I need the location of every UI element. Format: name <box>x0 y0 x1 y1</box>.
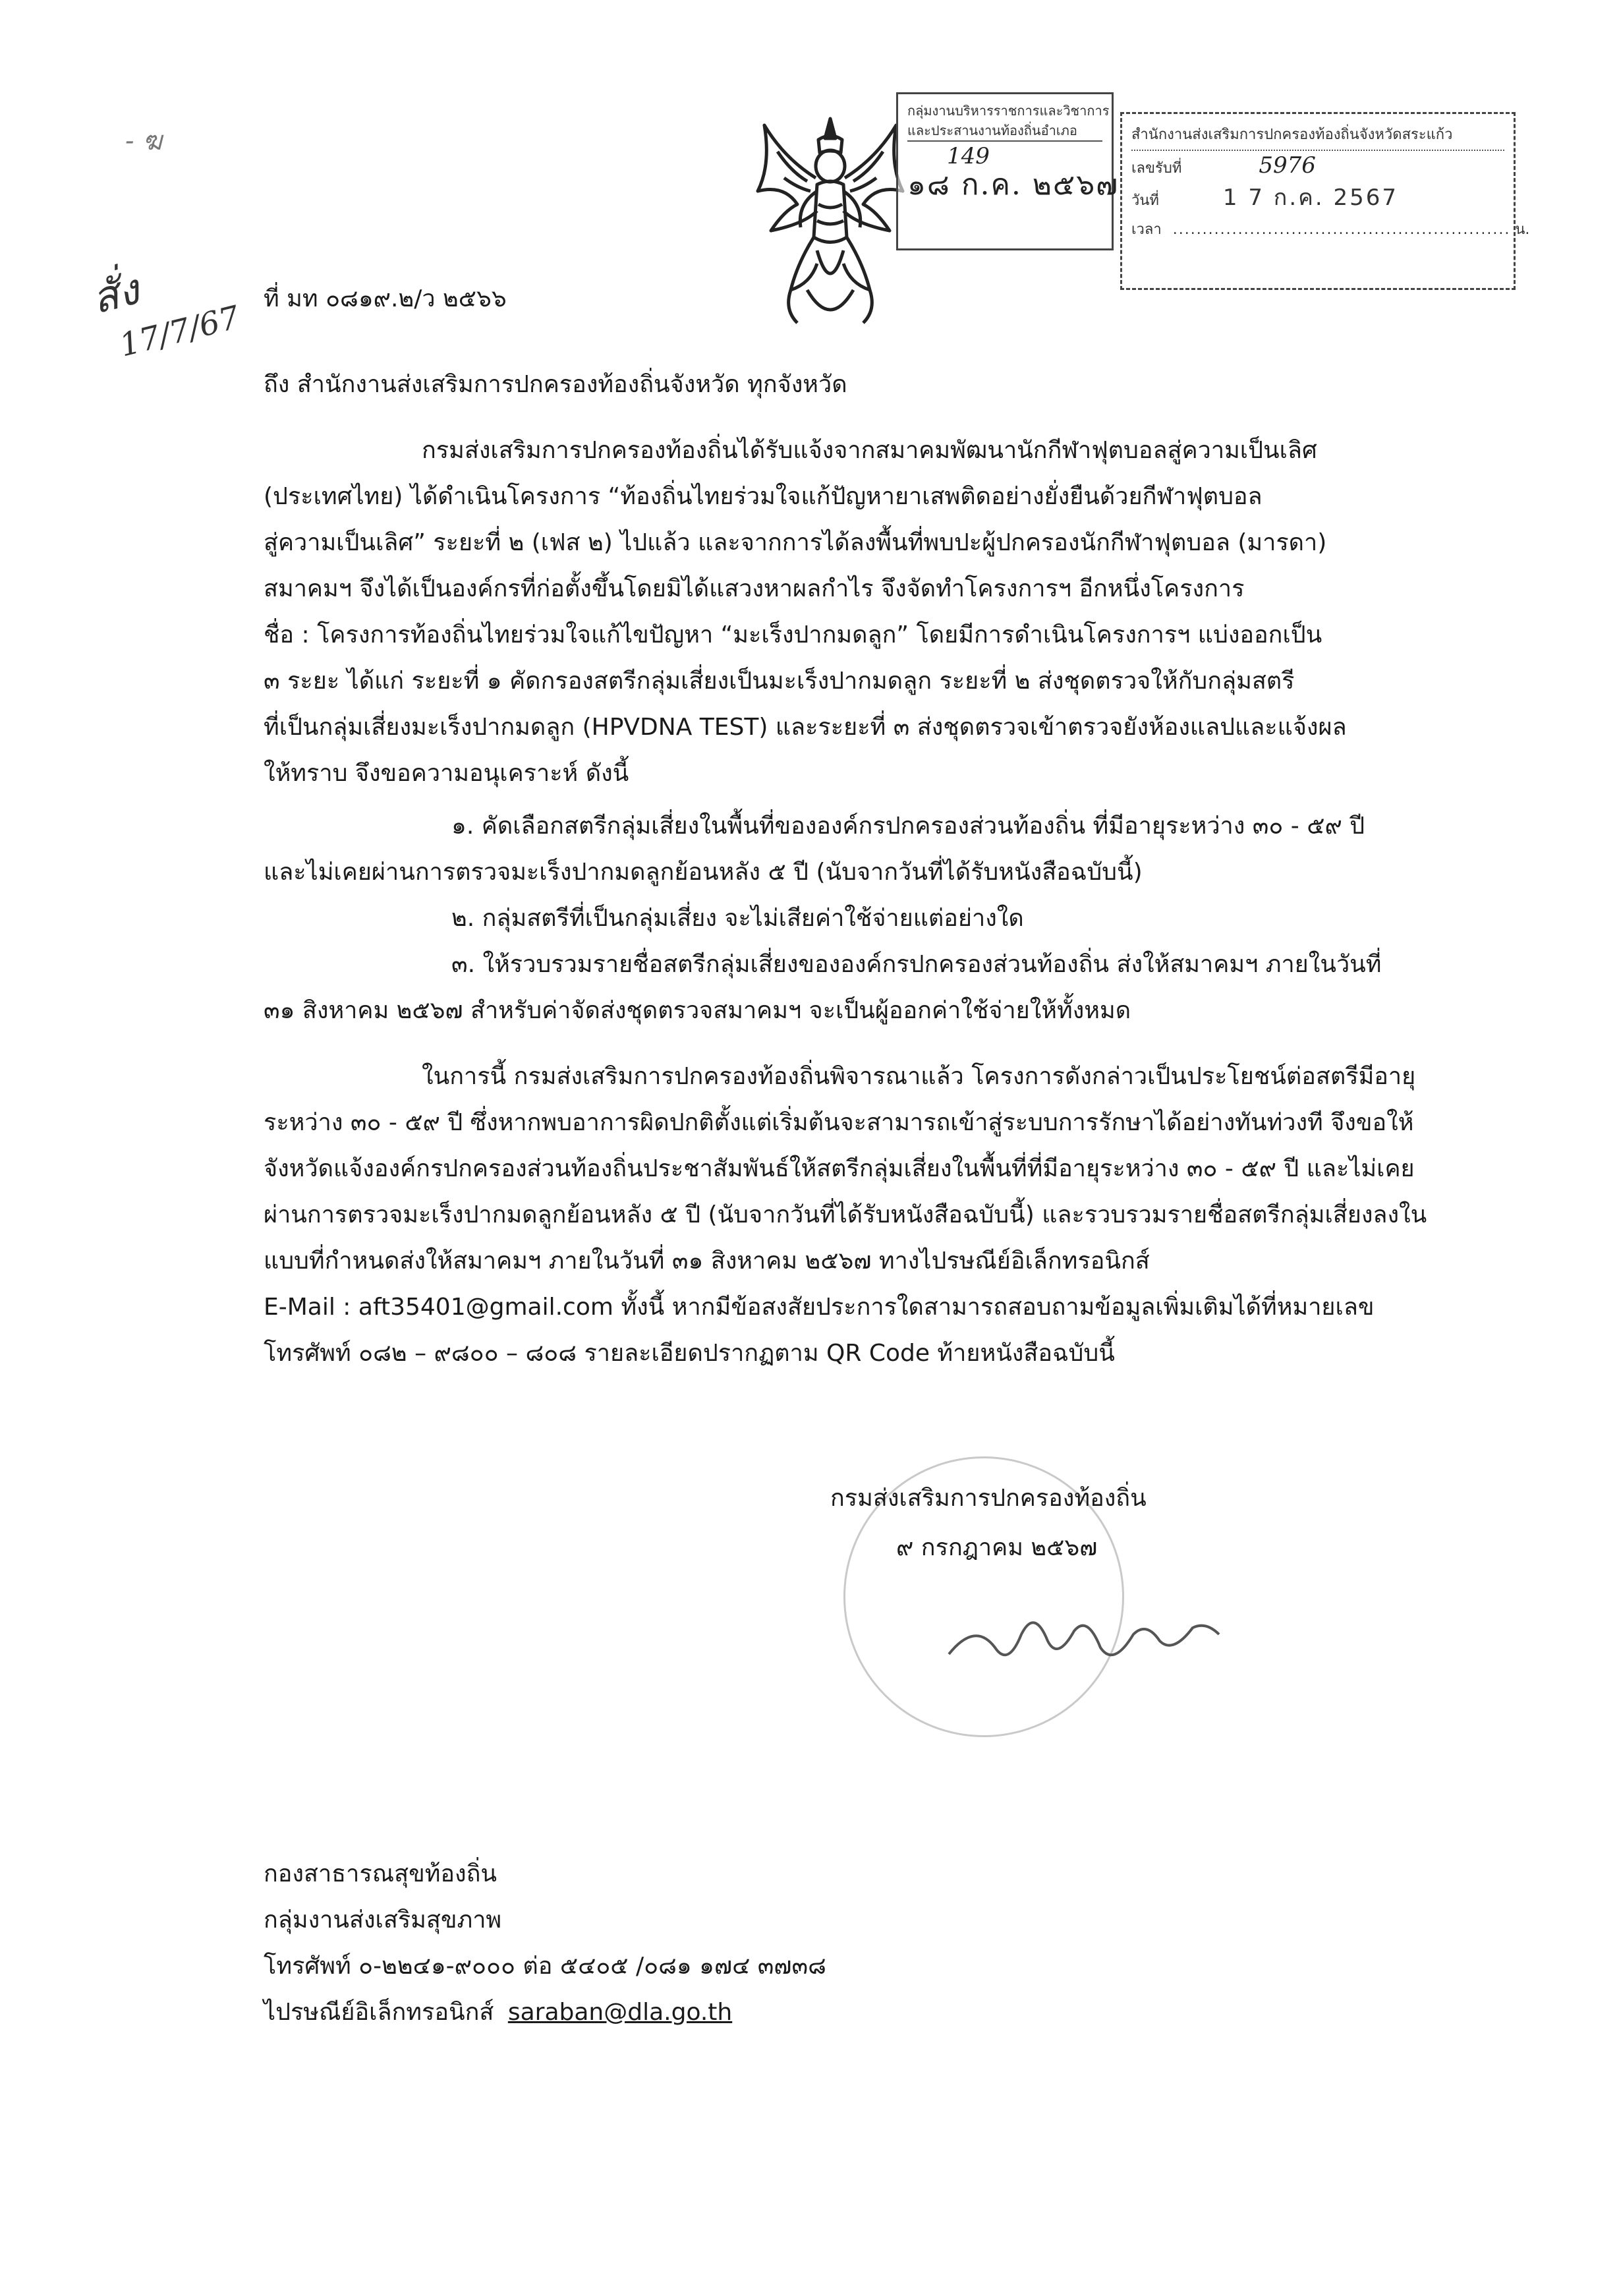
paragraph-line: ที่เป็นกลุ่มเสี่ยงมะเร็งปากมดลูก (HPVDNA TEST) และระยะที่ ๓ ส่งชุดตรวจเข้าตรวจยังห้องแลปและแจ้งผล <box>264 714 1347 741</box>
paragraph-line: ระหว่าง ๓๐ - ๕๙ ปี ซึ่งหากพบอาการผิดปกติตั้งแต่เริ่มต้นจะสามารถเข้าสู่ระบบการรักษาได้อย่างทันท่วงที จึงขอให้ <box>264 1109 1414 1136</box>
stamp-date-label: วันที่ <box>1131 192 1159 209</box>
footer-email-link[interactable]: saraban@dla.go.th <box>507 1999 733 2026</box>
paragraph-line: กรมส่งเสริมการปกครองท้องถิ่นได้รับแจ้งจากสมาคมพัฒนานักกีฬาฟุตบอลสู่ความเป็นเลิศ <box>422 437 1317 464</box>
document-number: ที่ มท ๐๘๑๙.๒/ว ๒๕๖๖ <box>264 285 507 312</box>
paragraph-line: ให้ทราบ จึงขอความอนุเคราะห์ ดังนี้ <box>264 760 629 787</box>
stamp-received-value: 5976 <box>1259 152 1316 179</box>
item-line: ๑. คัดเลือกสตรีกลุ่มเสี่ยงในพื้นที่ขององค์กรปกครองส่วนท้องถิ่น ที่มีอายุระหว่าง ๓๐ - ๕๙ ปี <box>451 813 1365 840</box>
stamp-district-subtitle: และประสานงานท้องถิ่นอำเภอ <box>907 121 1102 142</box>
paragraph-line: (ประเทศไทย) ได้ดำเนินโครงการ “ท้องถิ่นไทยร่วมใจแก้ปัญหายาเสพติดอย่างยั่งยืนด้วยกีฬาฟุตบอล <box>264 483 1263 510</box>
item-line: และไม่เคยผ่านการตรวจมะเร็งปากมดลูกย้อนหลัง ๕ ปี (นับจากวันที่ได้รับหนังสือฉบับนี้) <box>264 859 1143 886</box>
signature-date: ๙ กรกฎาคม ๒๕๖๗ <box>896 1534 1098 1561</box>
stamp-date-value: 1 7 ก.ค. 2567 <box>1222 185 1399 211</box>
footer-email-row <box>264 1997 732 2028</box>
handwritten-date: 17/7/67 <box>115 299 244 364</box>
item-line: ๒. กลุ่มสตรีที่เป็นกลุ่มเสี่ยง จะไม่เสียค่าใช้จ่ายแต่อย่างใด <box>451 905 1024 932</box>
footer-email-label: ไปรษณีย์อิเล็กทรอนิกส์ <box>264 1999 494 2026</box>
paragraph-line: สู่ความเป็นเลิศ” ระยะที่ ๒ (เฟส ๒) ไปแล้ว และจากการได้ลงพื้นที่พบปะผู้ปกครองนักกีฬาฟุตบอล (มารดา) <box>264 529 1327 556</box>
handwritten-initials: สั่ง <box>87 265 144 324</box>
receipt-stamp-province <box>1120 112 1530 290</box>
garuda-emblem <box>745 112 916 336</box>
stamp-time-dots: ......................................................... <box>1172 221 1511 238</box>
signatory-organization: กรมส่งเสริมการปกครองท้องถิ่น <box>830 1485 1147 1512</box>
handwritten-signature <box>936 1595 1226 1680</box>
paragraph-line: ๓ ระยะ ได้แก่ ระยะที่ ๑ คัดกรองสตรีกลุ่มเสี่ยงเป็นมะเร็งปากมดลูก ระยะที่ ๒ ส่งชุดตรวจให้กับกลุ่มสตรี <box>264 668 1295 695</box>
stamp-received-label: เลขรับที่ <box>1131 160 1182 177</box>
footer-division: กองสาธารณสุขท้องถิ่น <box>264 1860 497 1887</box>
stamp-time-label: เวลา <box>1131 221 1162 238</box>
item-line: ๓. ให้รวบรวมรายชื่อสตรีกลุ่มเสี่ยงขององค์กรปกครองส่วนท้องถิ่น ส่งให้สมาคมฯ ภายในวันที่ <box>451 951 1382 978</box>
paragraph-line: ชื่อ : โครงการท้องถิ่นไทยร่วมใจแก้ไขปัญหา “มะเร็งปากมดลูก” โดยมีการดำเนินโครงการฯ แบ่งออกเป็น <box>264 621 1322 648</box>
footer-section: กลุ่มงานส่งเสริมสุขภาพ <box>264 1907 502 1934</box>
stamp-province-title: สำนักงานส่งเสริมการปกครองท้องถิ่นจังหวัดสระแก้ว <box>1131 121 1504 151</box>
stamp-time-row <box>1131 215 1530 244</box>
stamp-received-row <box>1131 151 1504 183</box>
paragraph-line: จังหวัดแจ้งองค์กรปกครองส่วนท้องถิ่นประชาสัมพันธ์ให้สตรีกลุ่มเสี่ยงในพื้นที่ที่มีอายุระหว่าง ๓๐ - ๕๙ ปี และไม่เคย <box>264 1155 1415 1182</box>
stamp-time-suffix: น. <box>1515 221 1530 238</box>
item-line: ๓๑ สิงหาคม ๒๕๖๗ สำหรับค่าจัดส่งชุดตรวจสมาคมฯ จะเป็นผู้ออกค่าใช้จ่ายให้ทั้งหมด <box>264 997 1131 1024</box>
paragraph-line: ผ่านการตรวจมะเร็งปากมดลูกย้อนหลัง ๕ ปี (นับจากวันที่ได้รับหนังสือฉบับนี้) และรวบรวมรายชื่อสตรีกลุ่มเสี่ยงลงใน <box>264 1201 1427 1228</box>
stamp-date-row <box>1131 183 1504 215</box>
addressee-line: ถึง สำนักงานส่งเสริมการปกครองท้องถิ่นจังหวัด ทุกจังหวัด <box>264 371 847 398</box>
paragraph-line: E-Mail : aft35401@gmail.com ทั้งนี้ หากมีข้อสงสัยประการใดสามารถสอบถามข้อมูลเพิ่มเติมได้ที่หมายเลข <box>264 1294 1375 1321</box>
stamp-district-title: กลุ่มงานบริหารราชการและวิชาการ <box>907 103 1110 119</box>
margin-mark: - ฆ <box>125 126 162 156</box>
paragraph-line: แบบที่กำหนดส่งให้สมาคมฯ ภายในวันที่ ๓๑ สิงหาคม ๒๕๖๗ ทางไปรษณีย์อิเล็กทรอนิกส์ <box>264 1248 1150 1275</box>
paragraph-line: โทรศัพท์ ๐๘๒ – ๙๘๐๐ – ๘๐๘ รายละเอียดปรากฏตาม QR Code ท้ายหนังสือฉบับนี้ <box>264 1340 1115 1367</box>
stamp-district-number: 149 <box>947 143 990 169</box>
paragraph-line: ในการนี้ กรมส่งเสริมการปกครองท้องถิ่นพิจารณาแล้ว โครงการดังกล่าวเป็นประโยชน์ต่อสตรีมีอายุ <box>422 1063 1416 1090</box>
receipt-stamp-district <box>896 92 1120 250</box>
stamp-district-date: ๑๘ ก.ค. ๒๕๖๗ <box>907 168 1120 202</box>
footer-phone: โทรศัพท์ ๐-๒๒๔๑-๙๐๐๐ ต่อ ๕๔๐๕ /๐๘๑ ๑๗๔ ๓๗๓๘ <box>264 1953 826 1980</box>
paragraph-line: สมาคมฯ จึงได้เป็นองค์กรที่ก่อตั้งขึ้นโดยมิได้แสวงหาผลกำไร จึงจัดทำโครงการฯ อีกหนึ่งโครงการ <box>264 575 1245 602</box>
